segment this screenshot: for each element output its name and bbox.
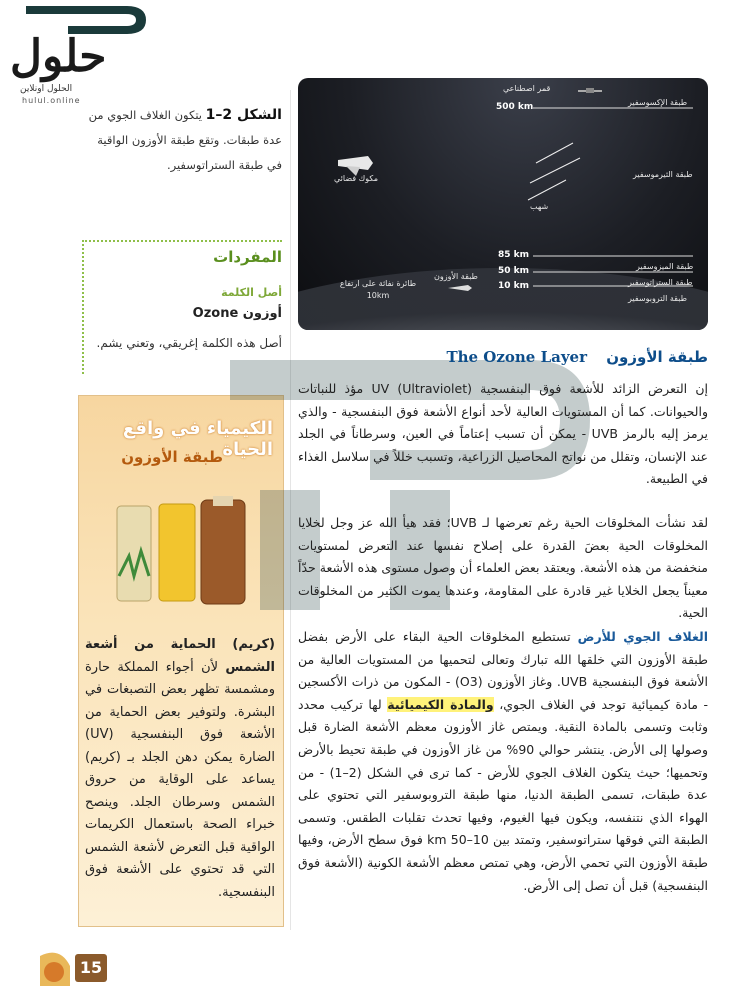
- vocab-title: المفردات: [213, 248, 282, 266]
- label-ozone-layer: طبقة الأوزون: [434, 272, 478, 281]
- space-shuttle-icon: [338, 156, 373, 176]
- chem-box-text: لأن أجواء المملكة حارة ومشمسة تظهر بعض التصبغات في البشرة. ولتوفير بعض الحماية من الأشعة فوق البنفسجية (UV) الضارة يمكن دهن الجلد بـ (كريم) يساعد على الوقاية من حروق الشمس وسرطان الجلد. وينصح خبراء الصحة باستعمال الكريمات الواقية قبل التعرض لأشعة الشمس التي قد تحتوي على الأشعة فوق البنفسجية.: [85, 659, 275, 900]
- chem-box-title: (كريم) الحماية من أشعة الشمس: [85, 637, 275, 675]
- page-number: 15: [75, 954, 107, 982]
- label-exosphere: طبقة الإكسوسفير: [628, 98, 688, 107]
- paragraph-1: إن التعرض الزائد للأشعة فوق البنفسجية UV (Ultraviolet) مؤذ للنباتات والحيوانات. كما أن المستويات العالية لأحد أنواع الأشعة فوق البنفسجية - والذي يرمز إليه بالرمز UVB - يمكن أن تسبب إعتاماً في العين، وسرطاناً في الجلد عند الإنسان، وتقلل من نواتج المحاصيل الزراعية، وتسبب خللاً في سلاسل الغذاء في الطبيعة.: [298, 381, 708, 487]
- logo-mark-icon: [8, 4, 148, 34]
- vocab-word: أوزون Ozone: [192, 306, 282, 321]
- altitude-500: 500 km: [496, 102, 534, 112]
- figure-number: الشكل 2–1: [205, 107, 282, 123]
- label-jet: طائرة نفاثة على ارتفاع 10km: [339, 279, 417, 300]
- vocab-subtitle: أصل الكلمة: [221, 286, 282, 299]
- highlighted-term: والمادة الكيميائية: [387, 696, 494, 712]
- chem-box-header: الكيمياء في واقع الحياة: [122, 418, 273, 460]
- altitude-85: 85 km: [498, 250, 530, 260]
- figure-caption: [80, 103, 282, 178]
- paragraph-3: [298, 626, 708, 897]
- altitude-50: 50 km: [498, 266, 530, 276]
- section-title-ar: طبقة الأوزون: [606, 348, 708, 366]
- chem-box-body: [85, 634, 275, 904]
- label-shuttle: مكوك فضائي: [334, 174, 379, 183]
- vocab-definition: أصل هذه الكلمة إغريقي، وتعني يشم.: [96, 336, 282, 350]
- label-thermosphere: طبقة الثيرموسفير: [633, 170, 693, 179]
- section-title-en: The Ozone Layer: [446, 348, 587, 366]
- satellite-icon: [578, 88, 602, 93]
- label-stratosphere: طبقة الستراتوسفير: [628, 278, 693, 287]
- figure-caption-text: يتكون الغلاف الجوي من عدة طبقات. وتقع طبقة الأوزون الواقية في طبقة الستراتوسفير.: [88, 108, 282, 172]
- label-satellite: قمر اصطناعي: [503, 84, 551, 93]
- altitude-10: 10 km: [498, 281, 530, 291]
- atmosphere-layers-figure: [298, 78, 708, 330]
- paragraph-3-part-b: لها تركيب محدد وثابت وتسمى بالمادة النقية. ويمتص غاز الأوزون معظم الأشعة الضارة قبل وصولها إلى الأرض. ينتشر حوالي 90% من غاز الأوزون في طبقة تحيط بالأرض وتحميها؛ حيث يتكون الغلاف الجوي للأرض - كما ترى في الشكل (2–1) - من عدة طبقات، تسمى الطبقة الدنيا، منها طبقة التروبوسفير التي تحتوي على الهواء الذي نتنفسه، ويكون فيها الغيوم، وفيها تحدث تقلبات الطقس. وتسمى الطبقة التي فوقها ستراتوسفير، وتمتد بين 10–50 km فوق سطح الأرض، وفيها طبقة الأوزون التي تحمي الأرض، وهي تمتص معظم الأشعة الكونية (الأشعة فوق البنفسجية) قبل أن تصل إلى الأرض.: [298, 696, 709, 893]
- section-heading: [446, 348, 708, 366]
- site-logo: [8, 4, 158, 104]
- paragraph-3-part-a: تستطيع المخلوقات الحية البقاء على الأرض بفضل طبقة الأوزون التي خلقها الله تبارك وتعالى لتحميها من المستويات العالية من الأشعة فوق البنفسجية UVB. وغاز الأوزون (O3) - المكون من ذرات الأكسجين - مادة كيميائية توجد في الغلاف الجوي،: [298, 629, 708, 712]
- label-meteors: شهب: [530, 202, 549, 211]
- label-troposphere: طبقة التروبوسفير: [628, 294, 687, 303]
- logo-subtitle-en: hulul.online: [22, 96, 81, 105]
- paragraph-3-lead: الغلاف الجوي للأرض: [577, 629, 708, 644]
- chem-box-subheader: طبقة الأوزون: [121, 448, 223, 466]
- logo-word: حلول: [10, 31, 107, 82]
- logo-subtitle-ar: الحلول اونلاين: [20, 84, 73, 94]
- label-mesosphere: طبقة الميزوسفير: [636, 262, 694, 271]
- paragraph-2: لقد نشأت المخلوقات الحية رغم تعرضها لـ UVB؛ فقد هيأ الله عز وجل لخلايا المخلوقات الحية بعضَ القدرة على إصلاح نفسها عند التعرض لمستويات منخفضة من هذه الأشعة. ويعتقد بعض العلماء أن وصول مستوى هذه الأشعة حدّاً معيناً يجعل الخلايا غير قادرة على المقاومة، وعندها يموت الكثير من المخلوقات الحية.: [298, 515, 708, 621]
